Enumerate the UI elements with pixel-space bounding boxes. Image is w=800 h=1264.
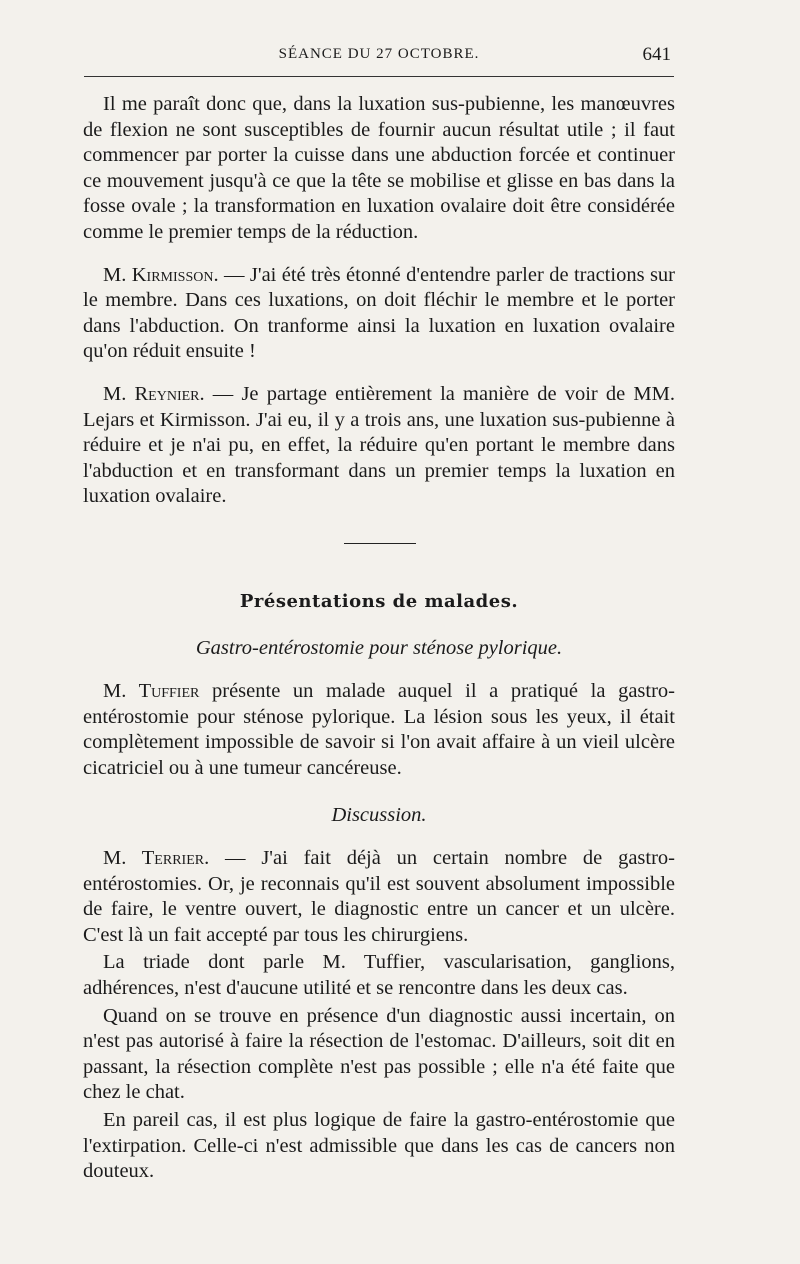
paragraph-text: — J'ai fait déjà un certain nombre de gastro-entérostomies. Or, je reconnais qu'il est souvent absolument impossible de faire, le ventre ouvert, le diagnostic entre un cancer et un ulcère. C'est là un fait accepté par tous les chirurgiens. — [83, 847, 675, 946]
paragraph-terrier — [83, 846, 675, 948]
paragraph-text: Il me paraît donc que, dans la luxation sus-pubienne, les manœuvres de flexion ne sont susceptibles de fournir aucun résultat utile ; il faut commencer par porter la cuisse dans une abduction forcée et continuer ce mouvement jusqu'à ce que la tête se mobilise et glisse en bas dans la fosse ovale ; la transformation en luxation ovalaire doit être considérée comme le premier temps de la réduction. — [83, 93, 675, 243]
paragraph-luxation — [83, 92, 675, 246]
speaker-reynier: M. Reynier. — [103, 382, 205, 405]
page-number: 641 — [642, 44, 671, 65]
discussion-title: Discussion. — [331, 804, 427, 826]
speaker-terrier: M. Terrier. — [103, 847, 210, 869]
section-separator — [344, 543, 416, 544]
paragraph-tuffier — [83, 679, 675, 781]
paragraph-triade — [83, 950, 675, 1001]
discussion-block — [83, 846, 675, 1185]
body-text-top — [83, 92, 675, 510]
paragraph-reynier — [83, 382, 675, 510]
paragraph-text: La triade dont parle M. Tuffier, vascularisation, ganglions, adhérences, n'est d'aucune utilité et se rencontre dans les deux cas. — [83, 951, 675, 999]
speaker-tuffier: M. Tuffier — [103, 680, 200, 702]
paragraph-kirmisson — [83, 263, 675, 365]
paragraph-resection — [83, 1004, 675, 1106]
speaker-kirmisson: M. Kirmisson. — [103, 263, 219, 286]
header-rule — [84, 76, 674, 77]
running-title: SÉANCE DU 27 OCTOBRE. — [278, 46, 480, 62]
page-header — [83, 44, 675, 72]
paragraph-text: — Je partage entièrement la manière de voir de MM. Lejars et Kirmisson. J'ai eu, il y a trois ans, une luxation sus-pubienne à réduire et je n'ai pu, en effet, la réduire qu'en portant le membre dans l'abduction et en transformant dans un premier temps la luxation en luxation ovalaire. — [83, 382, 675, 508]
paragraph-text: présente un malade auquel il a pratiqué la gastro-entérostomie pour sténose pylorique. La lésion sous les yeux, il était complètement impossible de savoir si l'on avait affaire à un vieil ulcère cicatriciel ou à une tumeur cancéreuse. — [83, 680, 675, 779]
paragraph-text: — J'ai été très étonné d'entendre parler de tractions sur le membre. Dans ces luxations, on doit fléchir le membre et le porter dans l'abduction. On tranforme ainsi la luxation en luxation ovalaire qu'on réduit ensuite ! — [83, 263, 676, 363]
tuffier-block — [83, 679, 675, 781]
section-title: Présentations de malades. — [239, 591, 519, 612]
subsection-title: Gastro-entérostomie pour sténose pylorique. — [195, 637, 563, 659]
paragraph-text: Quand on se trouve en présence d'un diagnostic aussi incertain, on n'est pas autorisé à faire la résection de l'estomac. D'ailleurs, soit dit en passant, la résection complète n'est pas possible ; elle n'a été faite que chez le chat. — [83, 1004, 675, 1104]
paragraph-conclusion — [83, 1108, 675, 1185]
paragraph-text: En pareil cas, il est plus logique de faire la gastro-entérostomie que l'extirpation. Celle-ci n'est admissible que dans les cas de cancers non douteux. — [83, 1108, 675, 1183]
